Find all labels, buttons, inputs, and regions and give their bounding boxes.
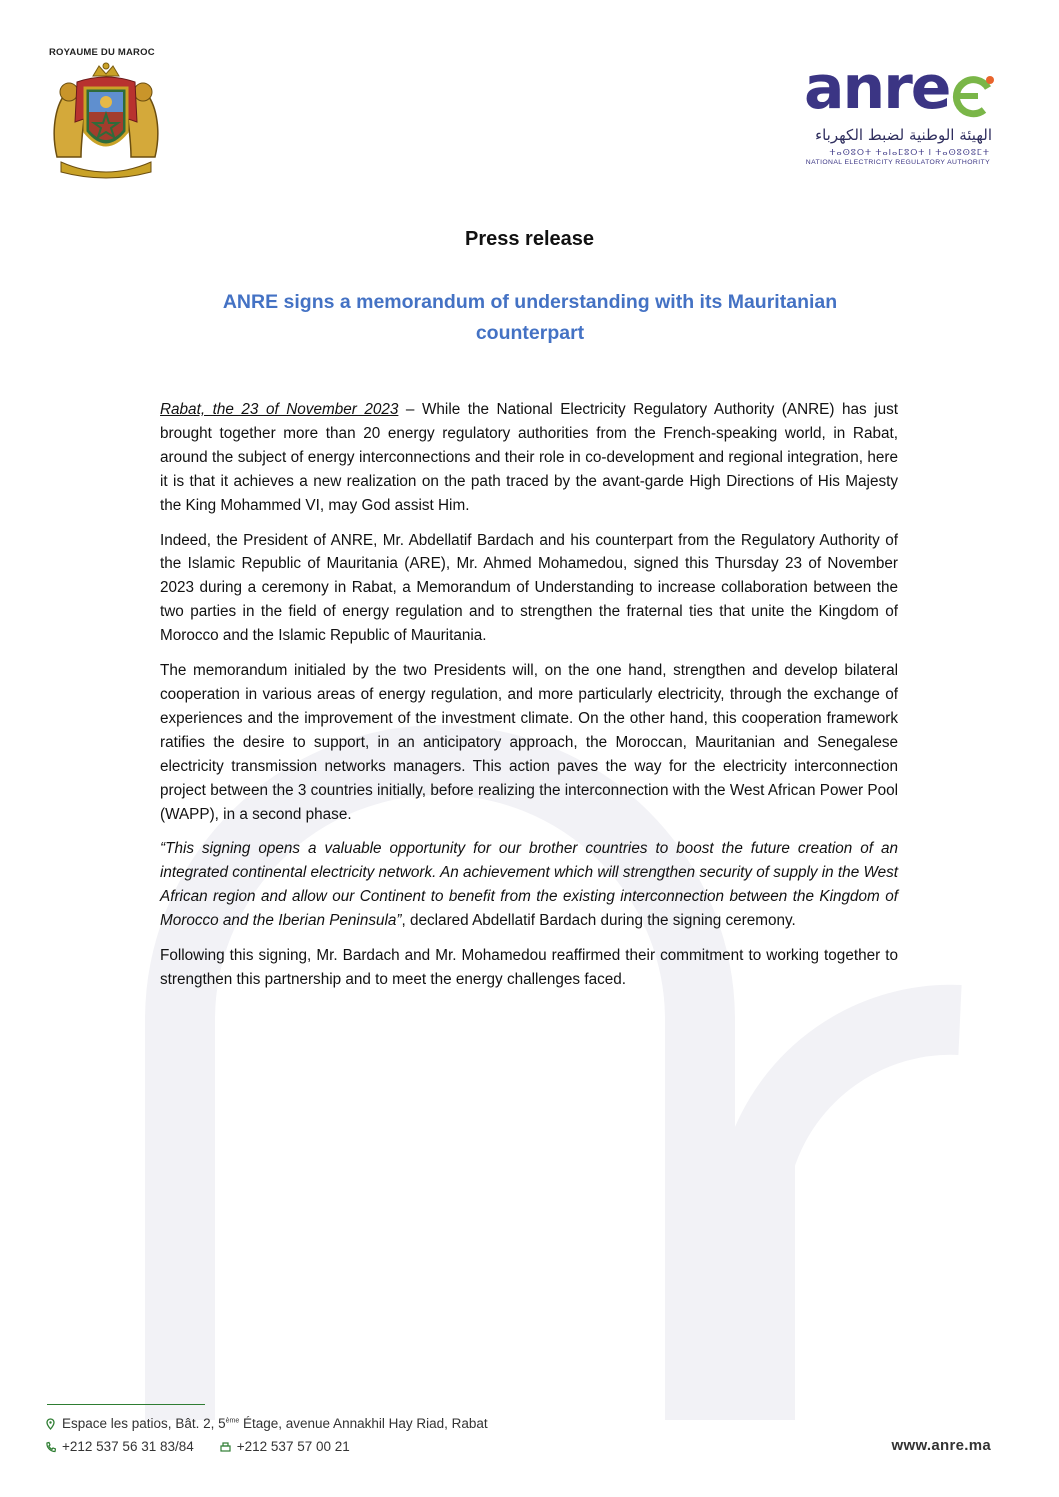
address-text-rest: Étage, avenue Annakhil Hay Riad, Rabat [239,1416,488,1431]
paragraph-closing: Following this signing, Mr. Bardach and Mr. Mohamedou reaffirmed their commitment to working together to strengthen this partnership and to meet the energy challenges faced. [160,947,898,988]
press-release-body [160,398,898,1003]
paragraph-memorandum: The memorandum initialed by the two Presidents will, on the one hand, strengthen and develop bilateral cooperation in various areas of energy regulation, and more particularly electricity, through the exchange of experiences and the improvement of the investment climate. On the other hand, this cooperation framework ratifies the desire to support, in an anticipatory approach, the Moroccan, Mauritanian and Senegalese electricity transmission networks managers. This action paves the way for the electricity interconnection project between the 3 countries initially, before realizing the interconnection with the West African Power Pool (WAPP), in a second phase. [160,662,898,823]
website-link[interactable]: www.anre.ma [891,1437,991,1454]
logo-wordmark: anre [804,53,950,123]
kingdom-label: ROYAUME DU MAROC [49,47,155,58]
footer-address [45,1416,488,1431]
logo-tifinagh-name: ⵜⴰⵙⵓⵔⵜ ⵜⴰⵏⴰⵎⵓⵔⵜ ⵏ ⵜⴰⵙⵓⵙⵓⵎⵜ [829,148,990,157]
paragraph-quote [160,837,898,933]
quote-attribution: , declared Abdellatif Bardach during the signing ceremony. [401,912,796,930]
paragraph-intro [160,398,898,518]
anre-logo [800,53,995,172]
document-type-label: Press release [464,228,594,250]
address-text: Espace les patios, Bât. 2, 5 [62,1416,226,1431]
logo-e-accent [948,70,996,122]
phone-icon [45,1441,56,1453]
fax-number: +212 537 57 00 21 [236,1439,350,1454]
place-date: Rabat, the 23 of November 2023 [160,401,399,418]
quote-text: “This signing opens a valuable opportunity for our brother countries to boost the future creation of an integrated continental electricity network. An achievement which will strengthen security of supply in the West African region and allow our Continent to benefit from the existing interconnection between the Kingdom of Morocco and the Iberian Peninsula” [160,840,899,930]
location-icon [45,1418,56,1430]
paragraph-signing: Indeed, the President of ANRE, Mr. Abdellatif Bardach and his counterpart from the Regulatory Authority of the Islamic Republic of Mauritania (ARE), Mr. Ahmed Mohamedou, signed this Thursday 23 of November 2023 during a ceremony in Rabat, a Memorandum of Understanding to increase collaboration between the two parties in the field of energy regulation and to strengthen the fraternal ties that unite the Kingdom of Morocco and the Islamic Republic of Mauritania. [160,531,898,645]
phone-number: +212 537 56 31 83/84 [62,1439,194,1454]
press-release-headline: ANRE signs a memorandum of understanding with its Mauritanian counterpart [222,291,838,344]
paragraph-intro-text: – While the National Electricity Regulatory Authority (ANRE) has just brought together more than 20 energy regulatory authorities from the French-speaking world, in Rabat, around the subject of energy interconnections and their role in co-development and regional integration, here it is that it achieves a new realization on the path traced by the avant-garde High Directions of His Majesty the King Mohammed VI, may God assist Him. [160,401,898,514]
fax-icon [220,1441,231,1453]
logo-english-name: NATIONAL ELECTRICITY REGULATORY AUTHORITY [805,159,990,166]
address-superscript: ème [225,1417,240,1425]
logo-arabic-name: الهيئة الوطنية لضبط الكهرباء [815,126,992,144]
moroccan-coat-of-arms [47,62,165,184]
footer-divider [47,1404,205,1405]
footer-contacts [45,1439,350,1454]
